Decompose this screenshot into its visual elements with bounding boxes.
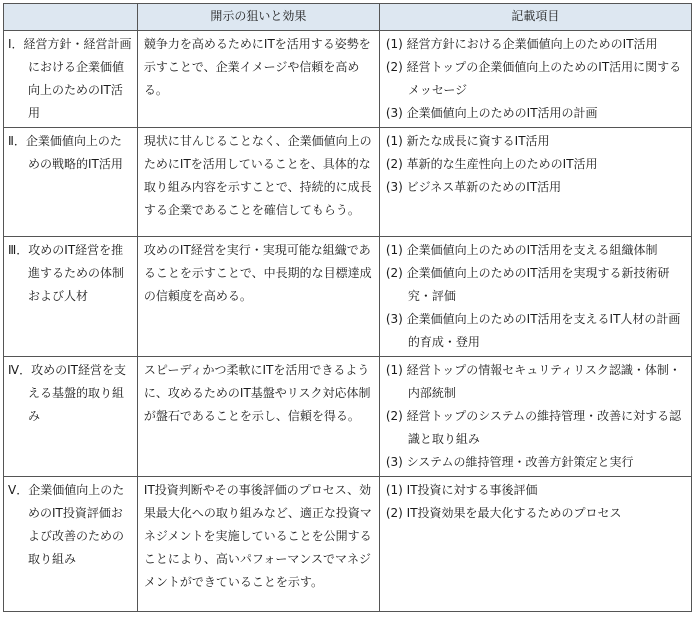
- header-aim: 開示の狙いと効果: [137, 4, 379, 31]
- list-item: (3) 企業価値向上のためのIT活用を支えるIT人材の計画的育成・登用: [385, 312, 681, 349]
- row-aim: IT投資判断やその事後評価のプロセス、効果最大化への取り組みなど、適正な投資マネジメントを実施していることを公開することにより、高いパフォーマンスでマネジメントができていることを示す。: [137, 477, 379, 612]
- table-row: [4, 477, 692, 612]
- header-category: [4, 4, 138, 31]
- row-items: [379, 477, 691, 612]
- list-item: (3) 企業価値向上のためのIT活用の計画: [385, 106, 598, 120]
- header-row: [4, 4, 692, 31]
- list-item: (2) 企業価値向上のためのIT活用を実現する新技術研究・評価: [385, 266, 670, 303]
- row-category: Ⅳ．攻めのIT経営を支える基盤的取り組み: [4, 357, 138, 477]
- row-category: Ⅲ．攻めのIT経営を推進するための体制および人材: [4, 237, 138, 357]
- list-item: (2) 経営トップの企業価値向上のためのIT活用に関するメッセージ: [385, 60, 682, 97]
- table-row: [4, 128, 692, 237]
- header-items: 記載項目: [379, 4, 691, 31]
- row-category: Ⅰ．経営方針・経営計画における企業価値向上のためのIT活用: [4, 31, 138, 128]
- list-item: (2) 革新的な生産性向上のためのIT活用: [385, 157, 598, 171]
- list-item: (1) IT投資に対する事後評価: [385, 483, 538, 497]
- list-item: (1) 経営方針における企業価値向上のためのIT活用: [385, 37, 658, 51]
- row-items: [379, 128, 691, 237]
- row-items: [379, 237, 691, 357]
- row-category: Ⅴ．企業価値向上のためのIT投資評価および改善のための取り組み: [4, 477, 138, 612]
- table-row: [4, 237, 692, 357]
- list-item: (3) システムの維持管理・改善方針策定と実行: [385, 455, 634, 469]
- list-item: (1) 経営トップの情報セキュリティリスク認識・体制・内部統制: [385, 363, 681, 400]
- row-aim: 現状に甘んじることなく、企業価値向上のためにITを活用していることを、具体的な取り組み内容を示すことで、持続的に成長する企業であることを確信してもらう。: [137, 128, 379, 237]
- row-category: Ⅱ．企業価値向上のための戦略的IT活用: [4, 128, 138, 237]
- list-item: (3) ビジネス革新のためのIT活用: [385, 180, 562, 194]
- row-aim: スピーディかつ柔軟にITを活用できるように、攻めるためのIT基盤やリスク対応体制が盤石であることを示し、信頼を得る。: [137, 357, 379, 477]
- row-items: [379, 31, 691, 128]
- table-row: [4, 357, 692, 477]
- row-aim: 競争力を高めるためにITを活用する姿勢を示すことで、企業イメージや信頼を高める。: [137, 31, 379, 128]
- list-item: (1) 企業価値向上のためのIT活用を支える組織体制: [385, 243, 658, 257]
- list-item: (1) 新たな成長に資するIT活用: [385, 134, 550, 148]
- disclosure-table: [3, 3, 692, 612]
- table-row: [4, 31, 692, 128]
- row-items: [379, 357, 691, 477]
- list-item: (2) IT投資効果を最大化するためのプロセス: [385, 506, 622, 520]
- row-aim: 攻めのIT経営を実行・実現可能な組織であることを示すことで、中長期的な目標達成の信頼度を高める。: [137, 237, 379, 357]
- list-item: (2) 経営トップのシステムの維持管理・改善に対する認識と取り組み: [385, 409, 682, 446]
